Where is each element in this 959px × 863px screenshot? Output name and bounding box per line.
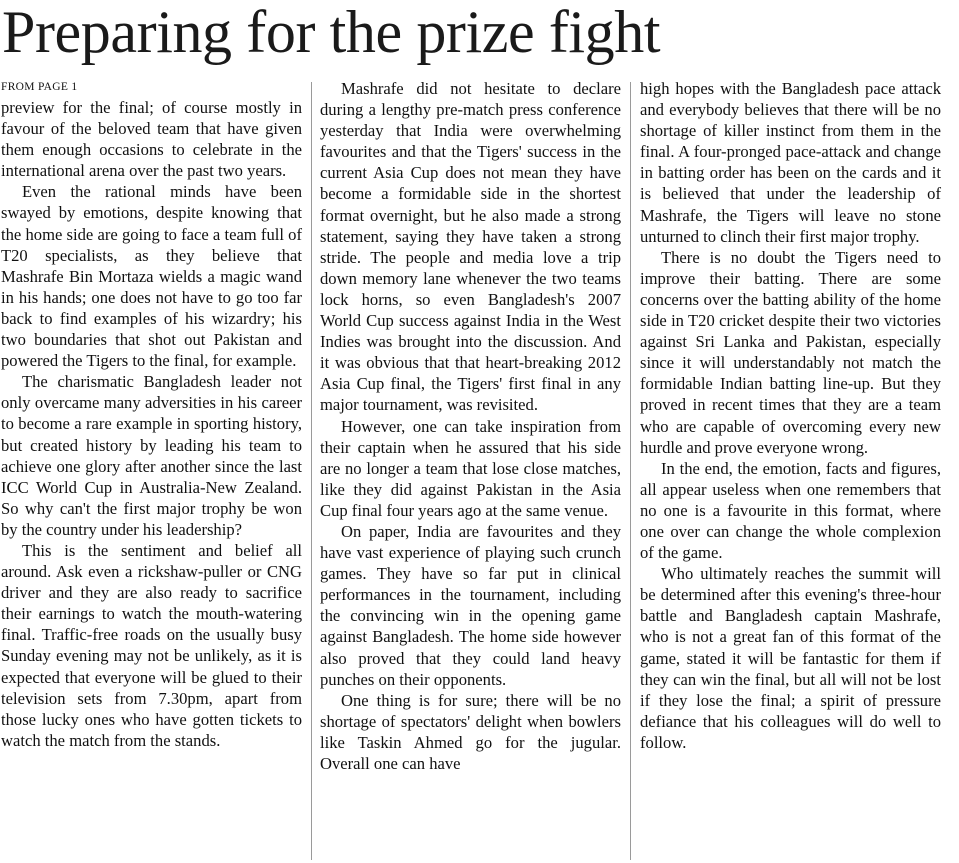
paragraph: Even the rational minds have been swayed by emotions, despite knowing that the home side are going to face a team full of T20 specialists, as they believe that Mashrafe Bin Mortaza wields a magic wand in his hands; one does not have to go too far back to find examples of his wizardry; his two boundaries that shot out Pakistan and powered the Tigers to the final, for example. xyxy=(1,182,302,371)
paragraph: This is the sentiment and belief all around. Ask even a rickshaw-puller or CNG driver and they are also ready to sacrifice their earnings to watch the mouth-watering final. Traffic-free roads on the usually busy Sunday evening may not be unlikely, as it is expected that everyone will be glued to their television sets from 7.30pm, apart from those lucky ones who have gotten tickets to watch the match from the stands. xyxy=(1,540,302,750)
paragraph: preview for the final; of course mostly in favour of the beloved team that have given them enough occasions to celebrate in the international arena over the past two years. xyxy=(1,98,302,181)
paragraph: high hopes with the Bangladesh pace attack and everybody believes that there will be no shortage of killer instinct from them in the final. A four-pronged pace-attack and change in batting order has been on the cards and it is believed that under the leadership of Mashrafe, the Tigers will leave no stone unturned to clinch their first major trophy. xyxy=(640,79,941,246)
paragraph: Mashrafe did not hesitate to declare during a lengthy pre-match press conference yesterday that India were overwhelming favourites and that the Tigers' success in the current Asia Cup does not mean they have become a formidable side in the shortest format overnight, but he also made a strong statement, saying they have taken a strong stride. The people and media love a trip down memory lane whenever the two teams lock horns, so even Bangladesh's 2007 World Cup success against India in the West Indies was brought into the discussion. And it was obvious that that heart-breaking 2012 Asia Cup final, the Tigers' first final in any major tournament, was revisited. xyxy=(320,79,621,415)
paragraph: There is no doubt the Tigers need to improve their batting. There are some concerns over the batting ability of the home side in T20 cricket despite their two victories against Sri Lanka and Pakistan, especially since it will understandably not match the formidable Indian batting line-up. But they proved in recent times that they are a team who are capable of overcoming every new hurdle and prove everyone wrong. xyxy=(640,247,941,457)
paragraph: One thing is for sure; there will be no shortage of spectators' delight when bowlers like Taskin Ahmed go for the jugular. Overall one can have xyxy=(320,690,621,773)
headline: Preparing for the prize fight xyxy=(2,0,661,65)
continuation-kicker: FROM PAGE 1 xyxy=(1,81,78,93)
paragraph: On paper, India are favourites and they have vast experience of playing such crunch games. They have so far put in clinical performances in the tournament, including the convincing win in the opening game against Bangladesh. The home side however also proved that they could land heavy punches on their opponents. xyxy=(320,521,621,689)
paragraph: The charismatic Bangladesh leader not only overcame many adversities in his career to become a rare example in sporting history, but created history by leading his team to achieve one glory after another since the last ICC World Cup in Australia-New Zealand. So why can't the first major trophy be won by the country under his leadership? xyxy=(1,372,302,539)
article-body xyxy=(0,78,959,863)
article-column-2 xyxy=(320,78,621,774)
article-column-1 xyxy=(1,78,302,751)
paragraph: In the end, the emotion, facts and figures, all appear useless when one remembers that no one is a favourite in this format, where one over can change the whole complexion of the game. xyxy=(640,458,941,563)
paragraph: Who ultimately reaches the summit will be determined after this evening's three-hour battle and Bangladesh captain Mashrafe, who is not a great fan of this format of the game, stated it will be fantastic for them if they can win the final, but all will not be lost if they lose the final; a spirit of pressure defiance that his colleagues will do well to follow. xyxy=(640,564,941,752)
paragraph: However, one can take inspiration from their captain when he assured that his side are no longer a team that lose close matches, like they did against Pakistan in the Asia Cup final four years ago at the same venue. xyxy=(320,416,621,520)
article-column-3 xyxy=(640,78,941,753)
